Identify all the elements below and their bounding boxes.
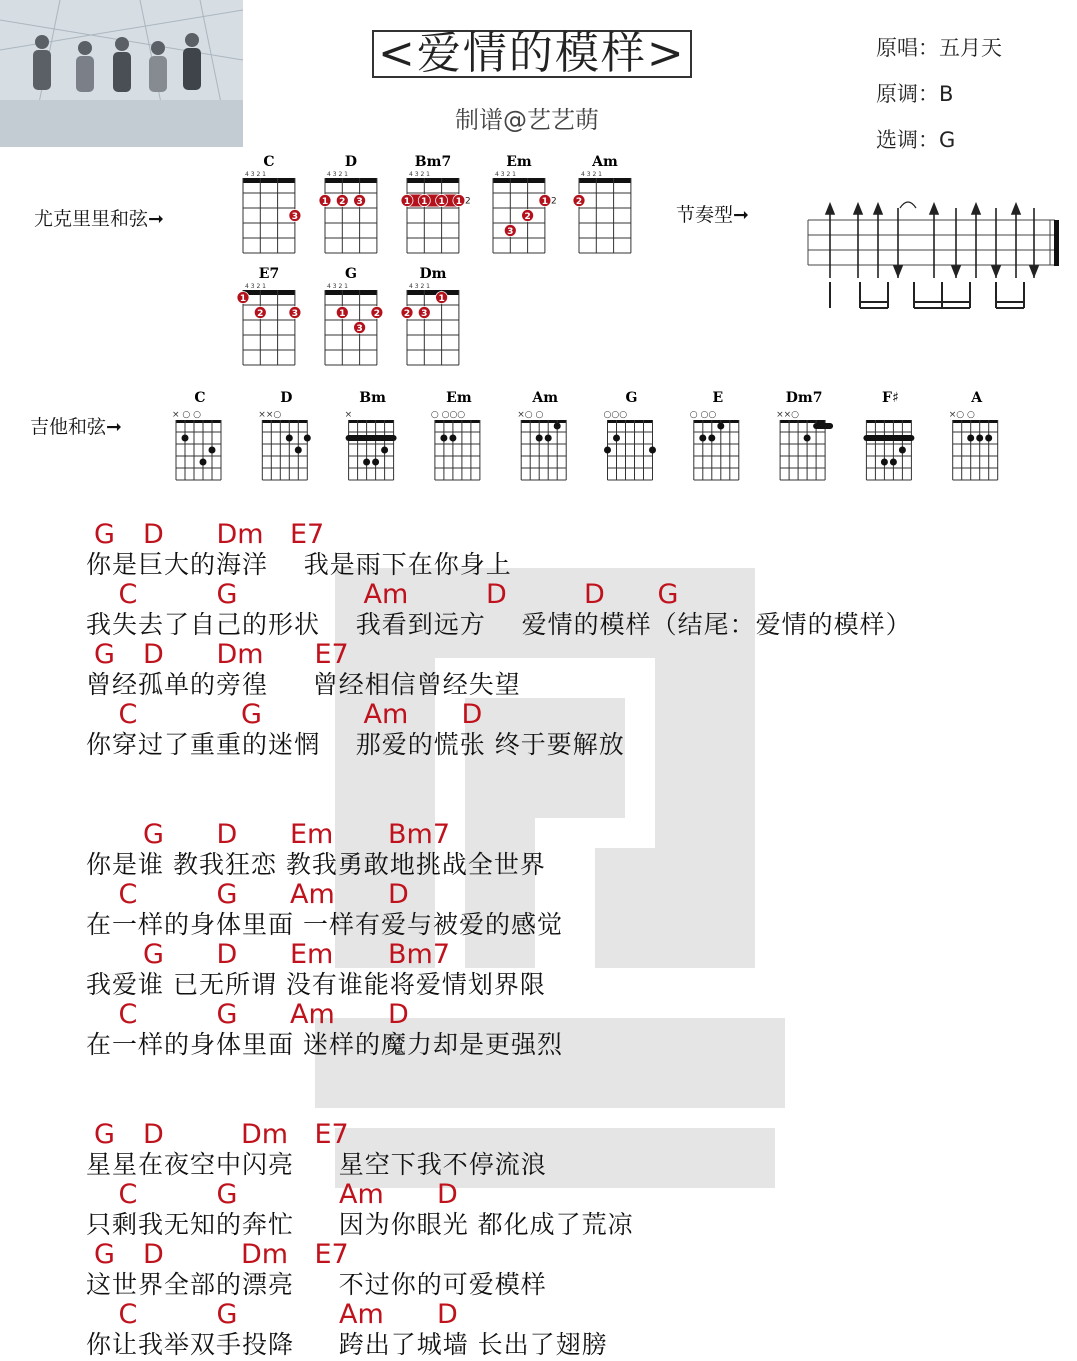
- finger-dot: [554, 423, 561, 430]
- finger-dot: [699, 435, 706, 442]
- svg-text:3: 3: [356, 197, 363, 207]
- svg-text:1: 1: [421, 197, 428, 207]
- chord-symbol: G: [216, 579, 238, 610]
- chord-symbol: G: [143, 939, 164, 970]
- guitar-chord-name: Dm7: [785, 390, 823, 406]
- finger-dot: [881, 459, 888, 466]
- finger-dot: [286, 435, 293, 442]
- lyric-line: 我爱谁 已无所谓 没有谁能将爱情划界限: [86, 970, 546, 999]
- title-bracket-right: >: [646, 28, 686, 79]
- open-string-markers: ××○: [258, 410, 282, 420]
- finger-dot: [209, 447, 216, 454]
- guitar-chord-name: Em: [446, 390, 472, 406]
- uke-chord-name: Bm7: [414, 154, 452, 170]
- svg-text:4 3 2 1: 4 3 2 1: [327, 283, 348, 290]
- guitar-chord-name: F♯: [882, 390, 899, 406]
- guitar-chord-name: G: [625, 390, 638, 406]
- chord-symbol: E7: [314, 1239, 349, 1270]
- svg-text:1: 1: [239, 294, 247, 304]
- chord-symbol: Am: [290, 999, 335, 1030]
- open-string-markers: ○ ○○: [689, 410, 717, 420]
- chord-symbol: Dm: [241, 1119, 289, 1150]
- svg-text:4 3 2 1: 4 3 2 1: [495, 171, 516, 178]
- finger-dot: [708, 435, 715, 442]
- svg-text:3: 3: [291, 309, 299, 319]
- chord-symbol: C: [118, 1299, 138, 1330]
- open-string-markers: × ○ ○: [172, 410, 201, 420]
- finger-dot: [890, 459, 897, 466]
- transcriber-credit: 制谱@艺艺萌: [455, 106, 599, 134]
- finger-dot: [449, 435, 456, 442]
- chord-symbol: D: [388, 999, 409, 1030]
- chord-symbol: G: [143, 819, 164, 850]
- chord-symbol: D: [486, 579, 507, 610]
- svg-text:1: 1: [438, 197, 445, 207]
- chord-symbol: G: [94, 1119, 115, 1150]
- guitar-chord-name: E: [712, 390, 724, 406]
- finger-dot: [363, 459, 370, 466]
- chord-symbol: D: [437, 1299, 458, 1330]
- chord-symbol: G: [94, 1239, 115, 1270]
- ukulele-chords-label: 尤克里里和弦➞: [34, 208, 164, 230]
- original-singer: 原唱：五月天: [876, 36, 1002, 60]
- chord-symbol: G: [94, 519, 115, 550]
- chord-symbol: C: [118, 999, 138, 1030]
- chord-symbol: D: [388, 879, 409, 910]
- open-string-markers: ×○ ○: [517, 410, 544, 420]
- uke-chord-e7: [237, 266, 301, 365]
- chord-symbol: C: [118, 699, 138, 730]
- guitar-chord-7: [776, 390, 833, 480]
- chord-symbol: Dm: [216, 519, 264, 550]
- chord-symbol: C: [118, 879, 138, 910]
- lyric-line: 这世界全部的漂亮 不过你的可爱模样: [86, 1270, 547, 1299]
- uke-chord-d: [319, 154, 377, 253]
- chord-symbol: G: [216, 879, 238, 910]
- guitar-chord-name: C: [194, 390, 206, 406]
- guitar-chords-label: 吉他和弦➞: [30, 416, 122, 438]
- uke-chord-em: [493, 154, 557, 253]
- finger-dot: [536, 435, 543, 442]
- finger-dot: [372, 459, 379, 466]
- open-string-markers: ××○: [776, 410, 800, 420]
- chord-symbol: Am: [363, 699, 409, 730]
- svg-text:2: 2: [373, 309, 381, 319]
- finger-dot: [200, 459, 207, 466]
- chord-symbol: D: [216, 939, 238, 970]
- finger-dot: [899, 447, 906, 454]
- svg-text:4 3 2 1: 4 3 2 1: [581, 171, 602, 178]
- chord-symbol: G: [94, 639, 115, 670]
- svg-text:1: 1: [403, 197, 411, 207]
- chord-symbol: E7: [314, 639, 349, 670]
- finger-dot: [717, 423, 724, 430]
- svg-text:4 3 2 1: 4 3 2 1: [245, 171, 266, 178]
- finger-dot: [381, 447, 388, 454]
- chord-symbol: Bm7: [388, 939, 451, 970]
- svg-text:2: 2: [575, 197, 583, 207]
- lyric-line: 在一样的身体里面 迷样的魔力却是更强烈: [86, 1030, 563, 1059]
- svg-text:2: 2: [524, 212, 531, 222]
- selected-key: 选调：G: [876, 128, 956, 152]
- open-string-markers: ○○○: [603, 410, 628, 420]
- guitar-chord-5: [604, 390, 657, 480]
- chord-symbol: D: [143, 639, 164, 670]
- chord-symbol: E7: [314, 1119, 349, 1150]
- chord-symbol: Am: [339, 1299, 384, 1330]
- guitar-chord-9: [949, 390, 998, 480]
- lyric-line: 在一样的身体里面 一样有爱与被爱的感觉: [86, 910, 563, 939]
- uke-chord-c: [243, 154, 301, 253]
- guitar-chord-4: [517, 390, 566, 480]
- finger-dot: [967, 435, 974, 442]
- chord-symbol: C: [118, 579, 138, 610]
- chord-symbol: Am: [339, 1179, 384, 1210]
- chord-symbol: G: [216, 999, 238, 1030]
- chord-symbol: Am: [363, 579, 409, 610]
- guitar-chord-1: [258, 390, 311, 480]
- svg-text:3: 3: [507, 227, 514, 237]
- guitar-chord-name: Am: [532, 390, 559, 406]
- svg-text:1: 1: [541, 197, 549, 207]
- chord-symbol: D: [143, 1119, 164, 1150]
- lyric-line: 只剩我无知的奔忙 因为你眼光 都化成了荒凉: [86, 1210, 634, 1239]
- uke-chord-name: D: [344, 154, 358, 170]
- chord-symbol: C: [118, 1179, 138, 1210]
- uke-chord-name: E7: [258, 266, 280, 282]
- chord-symbol: G: [657, 579, 679, 610]
- svg-text:2: 2: [403, 309, 411, 319]
- svg-text:4 3 2 1: 4 3 2 1: [327, 171, 348, 178]
- chord-symbol: E7: [290, 519, 325, 550]
- chord-symbol: G: [241, 699, 262, 730]
- svg-text:3: 3: [291, 212, 299, 222]
- lyric-line: 你让我举双手投降 跨出了城墙 长出了翅膀: [86, 1330, 608, 1359]
- open-string-markers: ×: [344, 410, 353, 420]
- open-string-markers: ○ ○○○: [430, 410, 466, 420]
- chord-symbol: D: [143, 519, 164, 550]
- lyric-line: 你是巨大的海洋 我是雨下在你身上: [86, 550, 512, 579]
- guitar-chord-3: [431, 390, 480, 480]
- chord-symbol: Em: [290, 819, 334, 850]
- chord-symbol: D: [216, 819, 238, 850]
- chord-symbol: Bm7: [388, 819, 451, 850]
- chord-symbol: D: [584, 579, 605, 610]
- svg-text:4 3 2 1: 4 3 2 1: [409, 171, 430, 178]
- rhythm-pattern-diagram: [800, 190, 1062, 315]
- title-text: 爱情的模样: [416, 28, 647, 79]
- finger-dot: [182, 435, 189, 442]
- chord-symbol: G: [216, 1179, 238, 1210]
- open-string-markers: ×○ ○: [948, 410, 975, 420]
- ukulele-chord-charts: [225, 150, 655, 375]
- chord-symbol: Dm: [241, 1239, 289, 1270]
- uke-chord-am: [573, 154, 631, 253]
- uke-chord-name: Am: [592, 154, 618, 170]
- finger-dot: [804, 435, 811, 442]
- uke-chord-bm7: [401, 154, 471, 253]
- chord-symbol: D: [143, 1239, 164, 1270]
- guitar-chord-name: D: [280, 390, 293, 406]
- svg-text:2: 2: [465, 196, 471, 207]
- uke-chord-dm: [401, 266, 459, 365]
- svg-text:2: 2: [551, 196, 557, 207]
- chord-symbol: Am: [290, 879, 335, 910]
- finger-dot: [604, 447, 611, 454]
- svg-text:4 3 2 1: 4 3 2 1: [409, 283, 430, 290]
- guitar-chord-6: [690, 390, 739, 480]
- finger-dot: [295, 447, 302, 454]
- lyric-line: 曾经孤单的旁徨 曾经相信曾经失望: [86, 670, 521, 699]
- chord-symbol: Dm: [216, 639, 264, 670]
- svg-text:3: 3: [421, 309, 428, 319]
- svg-text:1: 1: [455, 197, 463, 207]
- finger-dot: [304, 435, 311, 442]
- finger-dot: [545, 435, 552, 442]
- finger-dot: [985, 435, 992, 442]
- rhythm-label: 节奏型➞: [676, 204, 749, 226]
- uke-chord-name: Em: [506, 154, 532, 170]
- uke-chord-name: G: [345, 266, 357, 282]
- guitar-chord-8: [863, 390, 914, 480]
- guitar-chord-name: A: [971, 390, 983, 406]
- svg-text:2: 2: [257, 309, 264, 319]
- lyric-line: 你是谁 教我狂恋 教我勇敢地挑战全世界: [86, 850, 546, 879]
- lyric-line: 你穿过了重重的迷惘 那爱的慌张 终于要解放: [86, 730, 625, 759]
- title-bracket-left: <: [378, 28, 417, 79]
- svg-text:2: 2: [339, 197, 346, 207]
- guitar-chord-2: [345, 390, 397, 480]
- song-title: [372, 28, 692, 79]
- svg-text:1: 1: [321, 197, 329, 207]
- uke-chord-g: [325, 266, 383, 365]
- chord-symbol: G: [216, 1299, 238, 1330]
- chord-symbol: Em: [290, 939, 334, 970]
- svg-text:1: 1: [339, 309, 346, 319]
- uke-chord-name: Dm: [419, 266, 447, 282]
- original-key: 原调：B: [876, 82, 954, 106]
- guitar-chord-name: Bm: [359, 390, 386, 406]
- finger-dot: [613, 435, 620, 442]
- uke-chord-name: C: [263, 154, 275, 170]
- finger-dot: [976, 435, 983, 442]
- guitar-chord-0: [172, 390, 221, 480]
- chord-symbol: D: [437, 1179, 458, 1210]
- lyric-line: 星星在夜空中闪亮 星空下我不停流浪: [86, 1150, 547, 1179]
- finger-dot: [649, 447, 656, 454]
- finger-dot: [440, 435, 447, 442]
- svg-text:1: 1: [438, 294, 445, 304]
- band-photo: [0, 0, 243, 147]
- svg-text:3: 3: [356, 324, 363, 334]
- chord-symbol: D: [461, 699, 483, 730]
- guitar-chord-charts: [160, 384, 1020, 488]
- lyric-line: 我失去了自己的形状 我看到远方 爱情的模样（结尾：爱情的模样）: [86, 610, 912, 639]
- svg-text:4 3 2 1: 4 3 2 1: [245, 283, 266, 290]
